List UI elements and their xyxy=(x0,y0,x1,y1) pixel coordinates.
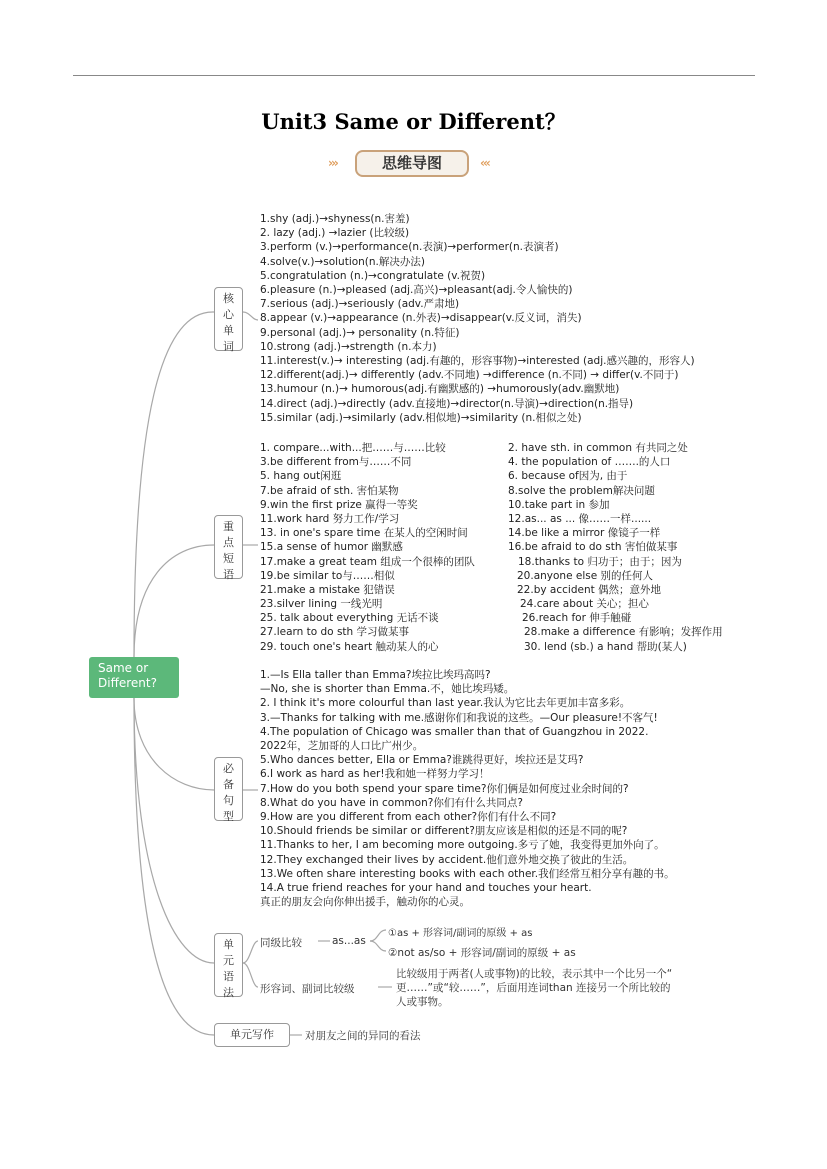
sentence-list xyxy=(260,668,675,909)
phrase: 15.a sense of humor 幽默感 xyxy=(260,541,403,554)
grammar-equal-label: 同级比较 xyxy=(260,937,302,949)
list-item: 5.congratulation (n.)→congratulate (v.祝贺) xyxy=(260,269,486,282)
grammar-compare-desc-1: 比较级用于两者(人或事物)的比较，表示其中一个比另一个“ xyxy=(396,968,673,980)
list-item: 8.appear (v.)→appearance (n.外表)→disappear(v.反义词，消失) xyxy=(260,312,582,325)
list-item: 6.pleasure (n.)→pleased (adj.高兴)→pleasant(adj.令人愉快的) xyxy=(260,284,573,297)
branch-grammar xyxy=(134,698,214,963)
phrase: 27.learn to do sth 学习做某事 xyxy=(260,626,410,639)
char: 核 xyxy=(223,292,234,305)
grammar-compare-desc-2: 更……”或“较……”，后面用连词than 连接另一个所比较的 xyxy=(396,982,671,994)
phrase: 26.reach for 伸手触碰 xyxy=(522,612,632,625)
list-item: 6.I work as hard as her!我和她一样努力学习！ xyxy=(260,768,490,781)
category-grammar[interactable] xyxy=(214,933,243,997)
char: 型 xyxy=(223,810,234,823)
list-item: 4.The population of Chicago was smaller than that of Guangzhou in 2022. xyxy=(260,725,649,738)
char: 语 xyxy=(223,970,234,983)
root-line-1: Same or xyxy=(98,661,149,675)
list-item: 12.They exchanged their lives by accident.他们意外地交换了彼此的生活。 xyxy=(260,853,634,866)
phrase: 30. lend (sb.) a hand 帮助(某人) xyxy=(524,640,687,653)
list-item: —No, she is shorter than Emma.不，她比埃玛矮。 xyxy=(260,683,515,696)
list-item: 14.A true friend reaches for your hand and touches your heart. xyxy=(260,882,592,895)
grammar-equal-rule-1: ①as + 形容词/副词的原级 + as xyxy=(388,928,533,939)
char: 重 xyxy=(223,520,234,533)
char: 心 xyxy=(223,308,234,321)
phrase: 12.as... as ... 像……一样...... xyxy=(508,512,652,525)
category-sentences[interactable] xyxy=(214,757,243,821)
char: 法 xyxy=(223,986,234,999)
list-item: 真正的朋友会向你伸出援手，触动你的心灵。 xyxy=(260,896,470,909)
list-item: 10.strong (adj.)→strength (n.本力) xyxy=(260,340,437,353)
category-writing[interactable]: 单元写作 xyxy=(214,1023,290,1047)
list-item: 14.direct (adj.)→directly (adv.直接地)→director(n.导演)→direction(n.指导) xyxy=(260,397,634,410)
list-item: 9.personal (adj.)→ personality (n.特征) xyxy=(260,326,460,339)
phrase: 8.solve the problem解决问题 xyxy=(508,484,655,497)
char: 单 xyxy=(223,324,234,337)
char: 备 xyxy=(223,778,234,791)
list-item: 13.We often share interesting books with each other.我们经常互相分享有趣的书。 xyxy=(260,867,675,880)
phrase: 2. have sth. in common 有共同之处 xyxy=(508,442,688,454)
list-item: 12.different(adj.)→ differently (adv.不同地) →difference (n.不同) → differ(v.不同于) xyxy=(260,369,679,382)
char: 语 xyxy=(223,568,234,581)
vocab-list xyxy=(260,212,695,425)
writing-topic: 对朋友之间的异同的看法 xyxy=(305,1030,421,1042)
phrase: 24.care about 关心；担心 xyxy=(520,598,649,611)
phrase: 28.make a difference 有影响；发挥作用 xyxy=(524,626,723,639)
list-item: 3.—Thanks for talking with me.感谢你们和我说的这些。—Our pleasure!不客气! xyxy=(260,711,658,724)
phrase: 25. talk about everything 无话不谈 xyxy=(260,612,439,625)
phrase: 9.win the first prize 赢得一等奖 xyxy=(260,498,418,511)
phrase: 21.make a mistake 犯错误 xyxy=(260,583,395,596)
list-item: 2. I think it's more colourful than last year.我认为它比去年更加丰富多彩。 xyxy=(260,697,631,710)
phrase: 23.silver lining 一线光明 xyxy=(260,598,383,611)
char: 元 xyxy=(223,954,234,967)
char: 必 xyxy=(223,762,234,775)
grammar-equal-pattern: as...as xyxy=(332,935,366,947)
char: 单 xyxy=(223,938,234,951)
phrase: 7.be afraid of sth. 害怕某物 xyxy=(260,484,399,497)
page-title: Unit3 Same or Different？ xyxy=(261,109,566,134)
list-item: 7.serious (adj.)→seriously (adv.严肃地) xyxy=(260,298,460,311)
char: 句 xyxy=(223,794,234,807)
phrase: 18.thanks to 归功于；由于；因为 xyxy=(518,555,682,568)
right-arrows-icon: ‹‹‹ xyxy=(480,156,489,170)
list-item: 1.—Is Ella taller than Emma?埃拉比埃玛高吗? xyxy=(260,669,491,681)
phrase: 16.be afraid to do sth 害怕做某事 xyxy=(508,541,678,554)
phrase: 13. in one's spare time 在某人的空闲时间 xyxy=(260,527,468,540)
phrase: 19.be similar to与……相似 xyxy=(260,569,395,582)
list-item: 11.interest(v.)→ interesting (adj.有趣的，形容事物)→interested (adj.感兴趣的，形容人) xyxy=(260,355,695,368)
grammar-compare-label: 形容词、副词比较级 xyxy=(260,983,355,995)
phrase: 1. compare...with...把……与……比较 xyxy=(260,442,446,454)
phrase: 5. hang out闲逛 xyxy=(260,470,342,483)
category-phrases[interactable] xyxy=(214,515,243,579)
grammar-compare-desc-3: 人或事物。 xyxy=(396,996,449,1008)
branch-sentences xyxy=(134,698,214,790)
phrase: 14.be like a mirror 像镜子一样 xyxy=(508,527,661,540)
left-arrows-icon: ››› xyxy=(328,156,337,170)
list-item: 4.solve(v.)→solution(n.解决办法) xyxy=(260,255,425,268)
list-item: 11.Thanks to her, I am becoming more outgoing.多亏了她，我变得更加外向了。 xyxy=(260,839,665,852)
phrase: 10.take part in 参加 xyxy=(508,498,610,511)
list-item: 8.What do you have in common?你们有什么共同点? xyxy=(260,796,523,809)
root-line-2: Different? xyxy=(98,676,157,690)
char: 词 xyxy=(223,340,234,353)
list-item: 7.How do you both spend your spare time?你们俩是如何度过业余时间的? xyxy=(260,782,629,795)
list-item: 2022年，芝加哥的人口比广州少。 xyxy=(260,740,424,753)
char: 短 xyxy=(223,552,234,565)
list-item: 1.shy (adj.)→shyness(n.害羞) xyxy=(260,213,410,225)
phrase: 17.make a great team 组成一个很棒的团队 xyxy=(260,555,475,568)
phrase: 4. the population of …….的人口 xyxy=(508,456,671,469)
list-item: 3.perform (v.)→performance(n.表演)→performer(n.表演者) xyxy=(260,241,559,254)
phrase: 29. touch one's heart 触动某人的心 xyxy=(260,640,439,653)
list-item: 5.Who dances better, Ella or Emma?谁跳得更好，埃拉还是艾玛? xyxy=(260,754,584,767)
list-item: 15.similar (adj.)→similarly (adv.相似地)→similarity (n.相似之处) xyxy=(260,411,582,424)
list-item: 10.Should friends be similar or different?朋友应该是相似的还是不同的呢? xyxy=(260,825,628,838)
phrase: 22.by accident 偶然；意外地 xyxy=(517,583,662,596)
list-item: 2. lazy (adj.) →lazier (比较级) xyxy=(260,227,410,240)
phrase: 3.be different from与……不同 xyxy=(260,456,412,469)
root-node[interactable] xyxy=(89,657,179,698)
char: 点 xyxy=(223,536,234,549)
phrase: 6. because of因为, 由于 xyxy=(508,470,628,483)
category-vocab[interactable] xyxy=(214,287,243,351)
mindmap-label: 思维导图 xyxy=(355,150,469,177)
phrase: 20.anyone else 别的任何人 xyxy=(517,569,654,582)
branch-phrases xyxy=(134,545,214,657)
list-item: 13.humour (n.)→ humorous(adj.有幽默感的) →humorously(adv.幽默地) xyxy=(260,383,620,396)
grammar-equal-rule-2: ②not as/so + 形容词/副词的原级 + as xyxy=(388,947,576,959)
phrase: 11.work hard 努力工作/学习 xyxy=(260,512,400,525)
branch-vocab xyxy=(134,312,214,657)
list-item: 9.How are you different from each other?你们有什么不同? xyxy=(260,811,557,824)
